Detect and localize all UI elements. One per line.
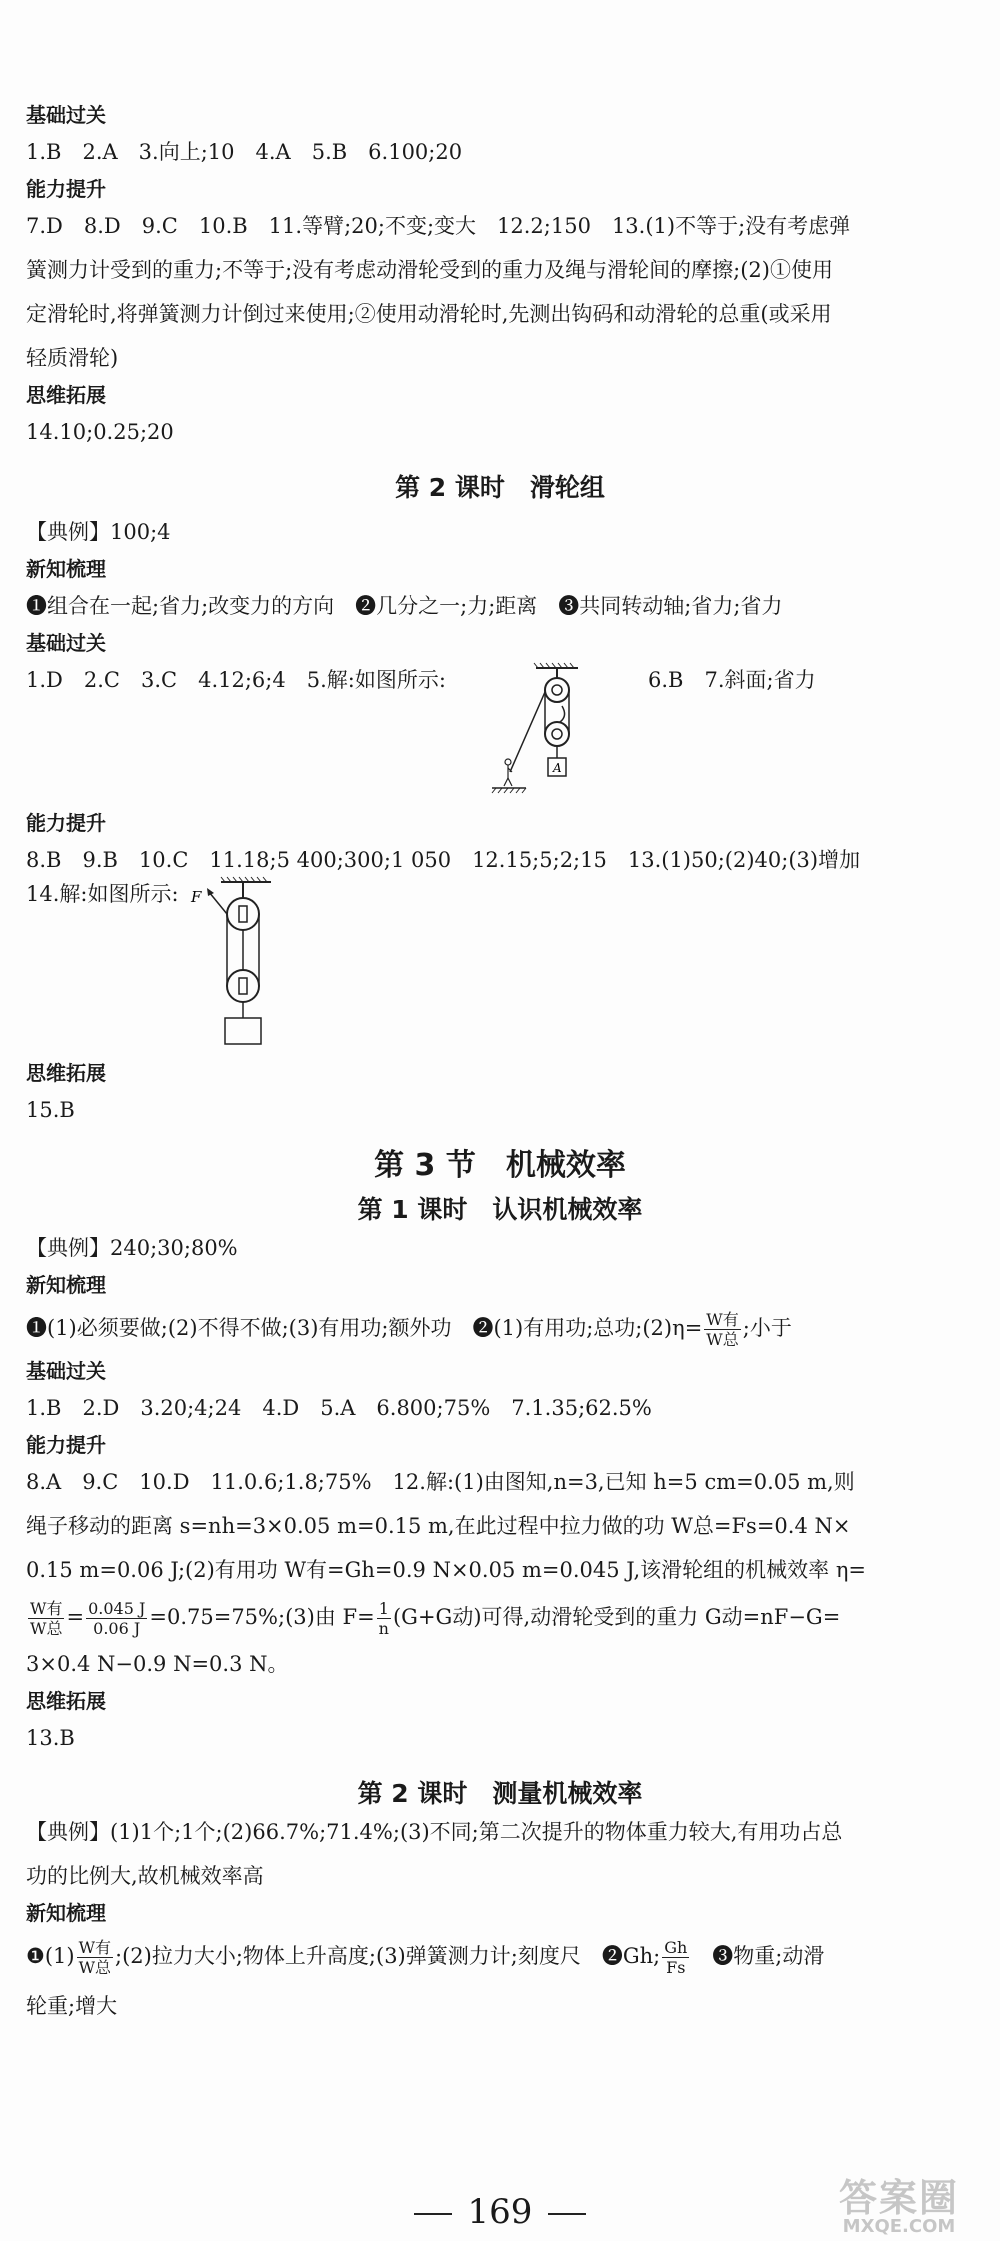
lesson-title: 第 2 课时 测量机械效率 bbox=[357, 1779, 643, 1808]
fraction-denominator: W总 bbox=[706, 1330, 739, 1349]
fraction-denominator: 0.06 J bbox=[93, 1619, 141, 1638]
weight-label: A bbox=[553, 761, 562, 775]
fraction-denominator: W总 bbox=[30, 1619, 63, 1638]
answers-nengli-line: 0.15 m=0.06 J;(2)有用功 W有=Gh=0.9 N×0.05 m=0.045 J,该滑轮组的机械效率 η= bbox=[26, 1558, 867, 1582]
heading-jichu: 基础过关 bbox=[26, 103, 106, 127]
answers-nengli-line bbox=[26, 1592, 974, 1642]
equals-sign: = bbox=[66, 1605, 85, 1629]
fraction-numerator: 0.045 J bbox=[88, 1599, 146, 1618]
force-label: F bbox=[191, 888, 202, 906]
answers-xinzhi bbox=[26, 1300, 974, 1356]
fraction-numerator: W有 bbox=[706, 1310, 739, 1329]
nengli-text-mid: =0.75=75%;(3)由 F= bbox=[149, 1605, 375, 1629]
heading-siwei: 思维拓展 bbox=[26, 1689, 106, 1713]
answers-nengli-line: 绳子移动的距离 s=nh=3×0.05 m=0.15 m,在此过程中拉力做的功 W总=Fs=0.4 N× bbox=[26, 1514, 851, 1538]
pulley-figure-1 bbox=[478, 662, 628, 796]
watermark-logo bbox=[814, 2178, 984, 2236]
heading-xinzhi: 新知梳理 bbox=[26, 557, 106, 581]
heading-xinzhi: 新知梳理 bbox=[26, 1273, 106, 1297]
answers-xinzhi bbox=[26, 1928, 974, 1984]
heading-nengli: 能力提升 bbox=[26, 177, 106, 201]
answers-siwei: 13.B bbox=[26, 1726, 75, 1750]
section-title: 第 3 节 机械效率 bbox=[374, 1148, 626, 1183]
dianli: 【典例】240;30;80% bbox=[26, 1236, 238, 1260]
answers-nengli-line: 8.A 9.C 10.D 11.0.6;1.8;75% 12.解:(1)由图知,n=3,已知 h=5 cm=0.05 m,则 bbox=[26, 1470, 855, 1494]
answers-nengli-line: 簧测力计受到的重力;不等于;没有考虑动滑轮受到的重力及绳与滑轮间的摩擦;(2)①使用 bbox=[26, 258, 833, 282]
answer-page bbox=[26, 100, 974, 2028]
xinzhi-text-b: ;(2)拉力大小;物体上升高度;(3)弹簧测力计;刻度尺 ❷Gh; bbox=[115, 1944, 661, 1968]
heading-nengli: 能力提升 bbox=[26, 1433, 106, 1457]
page-number-dash bbox=[414, 2213, 452, 2215]
fraction-numerator: W有 bbox=[30, 1599, 63, 1618]
answers-jichu: 1.B 2.D 3.20;4;24 4.D 5.A 6.800;75% 7.1.35;62.5% bbox=[26, 1396, 652, 1420]
pulley-figure-2 bbox=[181, 876, 301, 1052]
q14-row-with-figure bbox=[26, 882, 974, 1058]
xinzhi-text-b: ;小于 bbox=[742, 1316, 792, 1340]
answers-nengli-line: 轻质滑轮) bbox=[26, 346, 119, 370]
fraction bbox=[662, 1938, 689, 1977]
dianli-line: 【典例】(1)1个;1个;(2)66.7%;71.4%;(3)不同;第二次提升的物体重力较大,有用功占总 bbox=[26, 1820, 843, 1844]
answers-nengli: 8.B 9.B 10.C 11.18;5 400;300;1 050 12.15;5;2;15 13.(1)50;(2)40;(3)增加 bbox=[26, 848, 861, 872]
dianli: 【典例】100;4 bbox=[26, 520, 171, 544]
page-number-text: 169 bbox=[467, 2192, 533, 2232]
answers-nengli-line: 3×0.4 N−0.9 N=0.3 N。 bbox=[26, 1652, 289, 1676]
answers-nengli-line: 定滑轮时,将弹簧测力计倒过来使用;②使用动滑轮时,先测出钩码和动滑轮的总重(或采用 bbox=[26, 302, 832, 326]
answers-siwei: 14.10;0.25;20 bbox=[26, 420, 174, 444]
answers-xinzhi: ❶组合在一起;省力;改变力的方向 ❷几分之一;力;距离 ❸共同转动轴;省力;省力 bbox=[26, 594, 783, 618]
efficiency-fraction bbox=[704, 1310, 740, 1349]
answers-nengli-line: 7.D 8.D 9.C 10.B 11.等臂;20;不变;变大 12.2;150 13.(1)不等于;没有考虑弹 bbox=[26, 214, 851, 238]
page-number-dash bbox=[548, 2213, 586, 2215]
answers-jichu: 1.B 2.A 3.向上;10 4.A 5.B 6.100;20 bbox=[26, 140, 463, 164]
fraction-denominator: Fs bbox=[666, 1958, 686, 1977]
heading-jichu: 基础过关 bbox=[26, 1359, 106, 1383]
watermark-en: MXQE.COM bbox=[842, 2216, 956, 2237]
fraction-numerator: Gh bbox=[664, 1938, 688, 1957]
watermark-cn: 答案圈 bbox=[838, 2176, 959, 2220]
heading-siwei: 思维拓展 bbox=[26, 1061, 106, 1085]
fraction bbox=[28, 1599, 64, 1638]
lesson-title: 第 2 课时 滑轮组 bbox=[395, 473, 605, 502]
answers-jichu-b: 6.B 7.斜面;省力 bbox=[648, 668, 816, 692]
answers-jichu-a: 1.D 2.C 3.C 4.12;6;4 5.解:如图所示: bbox=[26, 668, 446, 692]
fraction bbox=[377, 1599, 391, 1638]
fraction bbox=[86, 1599, 147, 1638]
nengli-text-end: (G+G动)可得,动滑轮受到的重力 G动=nF−G= bbox=[392, 1605, 841, 1629]
xinzhi-text-a: ❶(1)必须要做;(2)不得不做;(3)有用功;额外功 ❷(1)有用功;总功;(2)η= bbox=[26, 1316, 703, 1340]
answers-siwei: 15.B bbox=[26, 1098, 75, 1122]
fraction bbox=[77, 1938, 113, 1977]
fraction-denominator: n bbox=[378, 1619, 389, 1638]
xinzhi-text-c: ❸物重;动滑 bbox=[691, 1944, 825, 1968]
heading-jichu: 基础过关 bbox=[26, 631, 106, 655]
answers-xinzhi-cont: 轮重;增大 bbox=[26, 1994, 118, 2018]
fraction-numerator: W有 bbox=[78, 1938, 112, 1957]
fraction-numerator: 1 bbox=[377, 1599, 391, 1619]
jichu-row-with-figure bbox=[26, 658, 974, 800]
dianli-line: 功的比例大,故机械效率高 bbox=[26, 1864, 264, 1888]
fraction-denominator: W总 bbox=[78, 1958, 112, 1977]
heading-siwei: 思维拓展 bbox=[26, 383, 106, 407]
xinzhi-text-a: ❶(1) bbox=[26, 1944, 75, 1968]
heading-nengli: 能力提升 bbox=[26, 811, 106, 835]
heading-xinzhi: 新知梳理 bbox=[26, 1901, 106, 1925]
q14-text: 14.解:如图所示: bbox=[26, 882, 179, 906]
lesson-title: 第 1 课时 认识机械效率 bbox=[357, 1195, 643, 1224]
